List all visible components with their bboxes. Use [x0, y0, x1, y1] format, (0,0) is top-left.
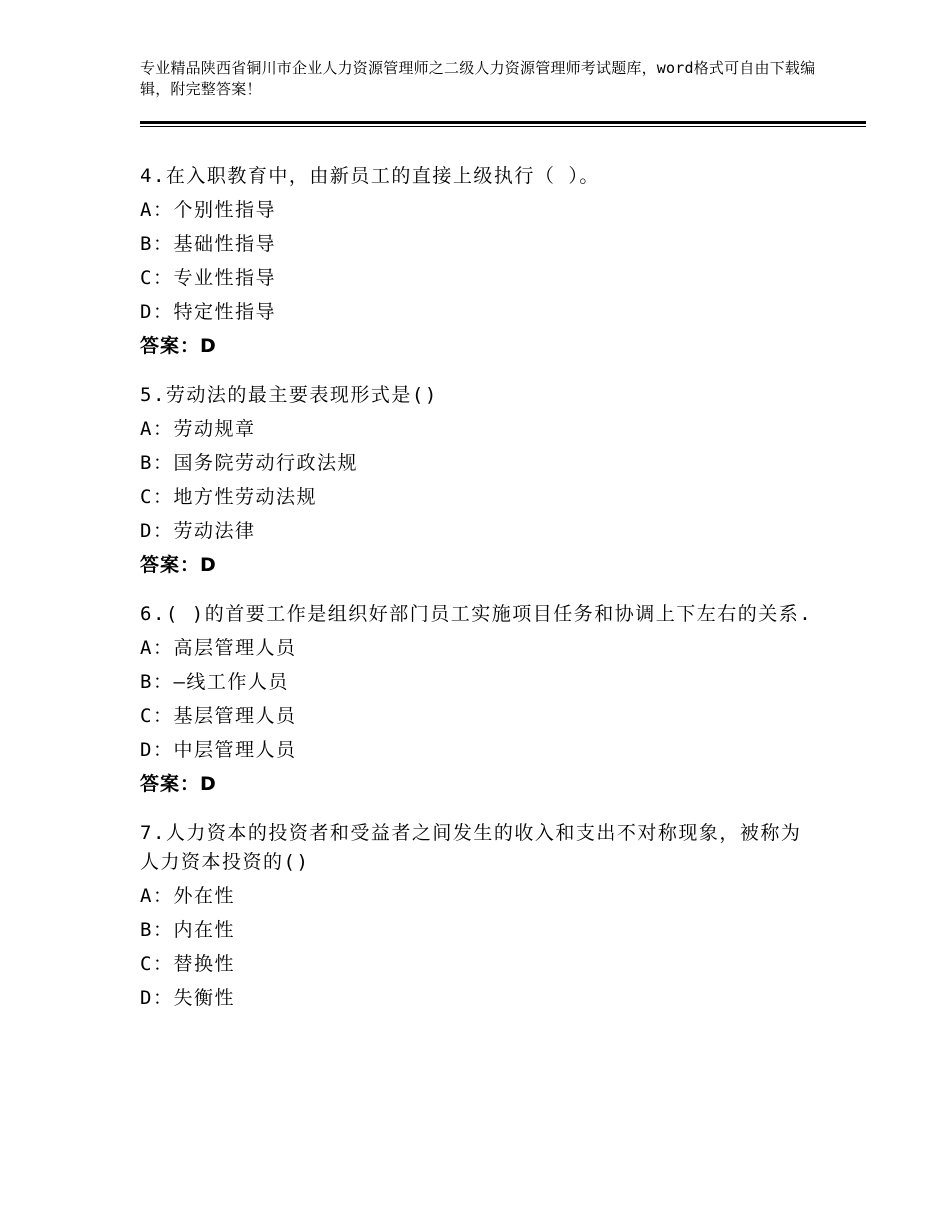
option-d: D：失衡性	[140, 987, 235, 1009]
option-d: D：特定性指导	[140, 301, 276, 323]
option-a: A：劳动规章	[140, 418, 256, 440]
option-b: B：内在性	[140, 919, 235, 941]
question-stem: 7.人力资本的投资者和受益者之间发生的收入和支出不对称现象，被称为人力资本投资的()	[140, 822, 802, 873]
document-header: 专业精品陕西省铜川市企业人力资源管理师之二级人力资源管理师考试题库，word格式可自由下载编辑，附完整答案！	[140, 59, 816, 98]
option-a: A：外在性	[140, 885, 235, 907]
option-b: B：基础性指导	[140, 233, 276, 255]
header-divider-thin	[140, 126, 866, 127]
question-stem: 5.劳动法的最主要表现形式是()	[140, 384, 438, 406]
option-d: D：中层管理人员	[140, 739, 297, 761]
question-stem: 4.在入职教育中，由新员工的直接上级执行（ ）。	[140, 165, 600, 187]
question-5	[140, 381, 820, 580]
option-c: C：地方性劳动法规	[140, 486, 317, 508]
header-divider-thick	[140, 121, 866, 124]
question-7	[140, 819, 820, 1013]
option-c: C：替换性	[140, 953, 235, 975]
answer-label: 答案：D	[140, 335, 217, 357]
option-b: B：国务院劳动行政法规	[140, 452, 358, 474]
option-c: C：基层管理人员	[140, 705, 297, 727]
option-c: C：专业性指导	[140, 267, 276, 289]
question-stem: 6.( )的首要工作是组织好部门员工实施项目任务和协调上下左右的关系.	[140, 603, 813, 625]
answer-label: 答案：D	[140, 773, 217, 795]
question-6	[140, 600, 820, 799]
question-4	[140, 162, 820, 361]
option-a: A：高层管理人员	[140, 637, 297, 659]
option-a: A：个别性指导	[140, 199, 276, 221]
question-list	[140, 162, 820, 1033]
option-b: B：—线工作人员	[140, 671, 289, 693]
answer-label: 答案：D	[140, 554, 217, 576]
option-d: D：劳动法律	[140, 520, 256, 542]
